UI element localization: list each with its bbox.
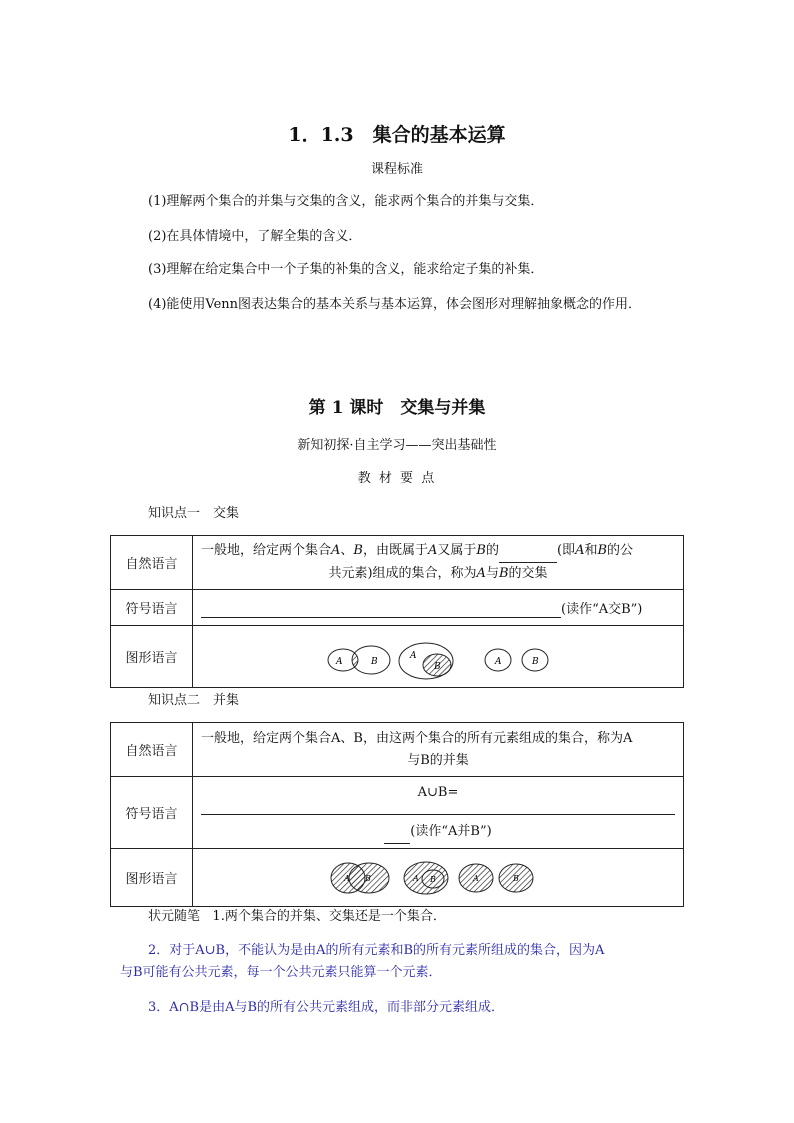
intersection-venn-diagrams xyxy=(193,627,683,687)
intersection-table xyxy=(110,535,684,688)
text-seg: 和 xyxy=(584,543,598,558)
note-label: 状元随笔 xyxy=(148,909,201,924)
standard-4: (4)能使用Venn图表达集合的基本关系与基本运算，体会图形对理解抽象概念的作用． xyxy=(148,297,642,312)
text-seg: 的交集 xyxy=(508,566,548,581)
fill-blank[interactable] xyxy=(499,540,557,563)
var-b: B xyxy=(476,543,486,558)
text-seg: 与 xyxy=(485,566,499,581)
text-seg: 、 xyxy=(340,543,354,558)
venn-label-b: B xyxy=(365,873,371,883)
note-3-text: 3．A∩B是由A与B的所有公共元素组成，而非部分元素组成． xyxy=(148,1000,505,1015)
note-1 xyxy=(120,906,676,928)
venn-label-b: B xyxy=(513,873,519,883)
text-seg: 的公 xyxy=(607,543,634,558)
natural-line-2 xyxy=(201,563,675,585)
venn-union-subset xyxy=(404,862,448,894)
symbol-blank[interactable] xyxy=(201,602,561,618)
section-subtitle: 课程标准 xyxy=(370,162,423,177)
text-seg: 又属于 xyxy=(437,543,477,558)
text-seg: (即 xyxy=(556,543,576,558)
var-a: A xyxy=(428,543,438,558)
symbol-line-3 xyxy=(201,821,675,844)
var-a: A xyxy=(476,566,486,581)
symbol-read-text: (读作“A并B”) xyxy=(410,823,492,839)
lesson-banner: 新知初探·自主学习——突出基础性 xyxy=(297,438,497,453)
text-seg: 的 xyxy=(485,543,499,558)
venn-label-b: B xyxy=(371,656,378,667)
symbol-blank[interactable] xyxy=(201,804,675,815)
venn-union-disjoint xyxy=(459,864,533,892)
row-symbol-label: 符号语言 xyxy=(111,777,193,849)
var-a: A xyxy=(575,543,585,558)
row-natural-content xyxy=(193,723,684,777)
row-natural-label: 自然语言 xyxy=(111,723,193,777)
var-b: B xyxy=(597,543,608,558)
venn-union-overlap xyxy=(331,863,389,893)
note-2-cont xyxy=(120,962,676,984)
text-seg: ，由既属于 xyxy=(362,543,428,558)
section-heading: 教 材 要 点 xyxy=(357,471,437,486)
venn-label-a: A xyxy=(413,873,419,883)
standard-3: (3)理解在给定集合中一个子集的补集的含义，能求给定子集的补集． xyxy=(148,262,544,277)
row-natural-content xyxy=(193,536,684,590)
venn-subset xyxy=(399,643,453,679)
venn-partial-overlap xyxy=(328,646,390,674)
symbol-top: A∪B= xyxy=(417,784,459,800)
standard-1: (1)理解两个集合的并集与交集的含义，能求两个集合的并集与交集． xyxy=(148,194,544,209)
lesson-title: 第 1 课时 交集与并集 xyxy=(308,398,486,418)
row-graph-label: 图形语言 xyxy=(111,626,193,688)
row-graph-content xyxy=(193,849,684,907)
row-natural-label: 自然语言 xyxy=(111,536,193,590)
natural-line-1 xyxy=(201,540,675,563)
text-seg: 一般地，给定两个集合 xyxy=(201,543,332,558)
venn-label-b: B xyxy=(434,661,441,672)
natural-line-2: 与B的并集 xyxy=(407,752,469,768)
note-3 xyxy=(120,997,676,1019)
row-symbol-label: 符号语言 xyxy=(111,590,193,626)
symbol-blank-tail[interactable] xyxy=(384,821,410,844)
note-2 xyxy=(120,940,676,962)
venn-disjoint xyxy=(485,649,548,671)
standard-2: (2)在具体情境中，了解全集的含义． xyxy=(148,229,362,244)
row-graph-content xyxy=(193,626,684,688)
venn-label-b: B xyxy=(430,874,436,884)
symbol-read-text: (读作“A交B”) xyxy=(561,601,643,617)
row-symbol-content xyxy=(193,590,684,626)
venn-label-a: A xyxy=(336,656,343,667)
text-seg: 共元素)组成的集合，称为 xyxy=(328,566,477,581)
kp1-heading: 知识点一 交集 xyxy=(148,506,240,521)
kp2-heading: 知识点二 并集 xyxy=(148,693,240,708)
venn-label-a: A xyxy=(344,873,350,883)
var-a: A xyxy=(331,543,341,558)
venn-label-a: A xyxy=(410,650,417,661)
note-2-line-1: 2．对于A∪B，不能认为是由A的所有元素和B的所有元素所组成的集合，因为A xyxy=(148,943,605,958)
note-1-text: 1.两个集合的并集、交集还是一个集合． xyxy=(212,909,446,924)
natural-line-1: 一般地，给定两个集合A、B，由这两个集合的所有元素组成的集合，称为A xyxy=(201,730,633,746)
venn-label-b: B xyxy=(532,656,539,667)
row-graph-label: 图形语言 xyxy=(111,849,193,907)
venn-label-a: A xyxy=(473,873,479,883)
row-symbol-content xyxy=(193,777,684,849)
note-2-line-2: 与B可能有公共元素，每一个公共元素只能算一个元素． xyxy=(120,965,442,980)
venn-label-a: A xyxy=(495,656,502,667)
union-table xyxy=(110,722,684,907)
union-venn-diagrams xyxy=(193,850,683,906)
var-b: B xyxy=(353,543,363,558)
var-b: B xyxy=(498,566,509,581)
page-title: 1．1.3 集合的基本运算 xyxy=(288,124,506,146)
